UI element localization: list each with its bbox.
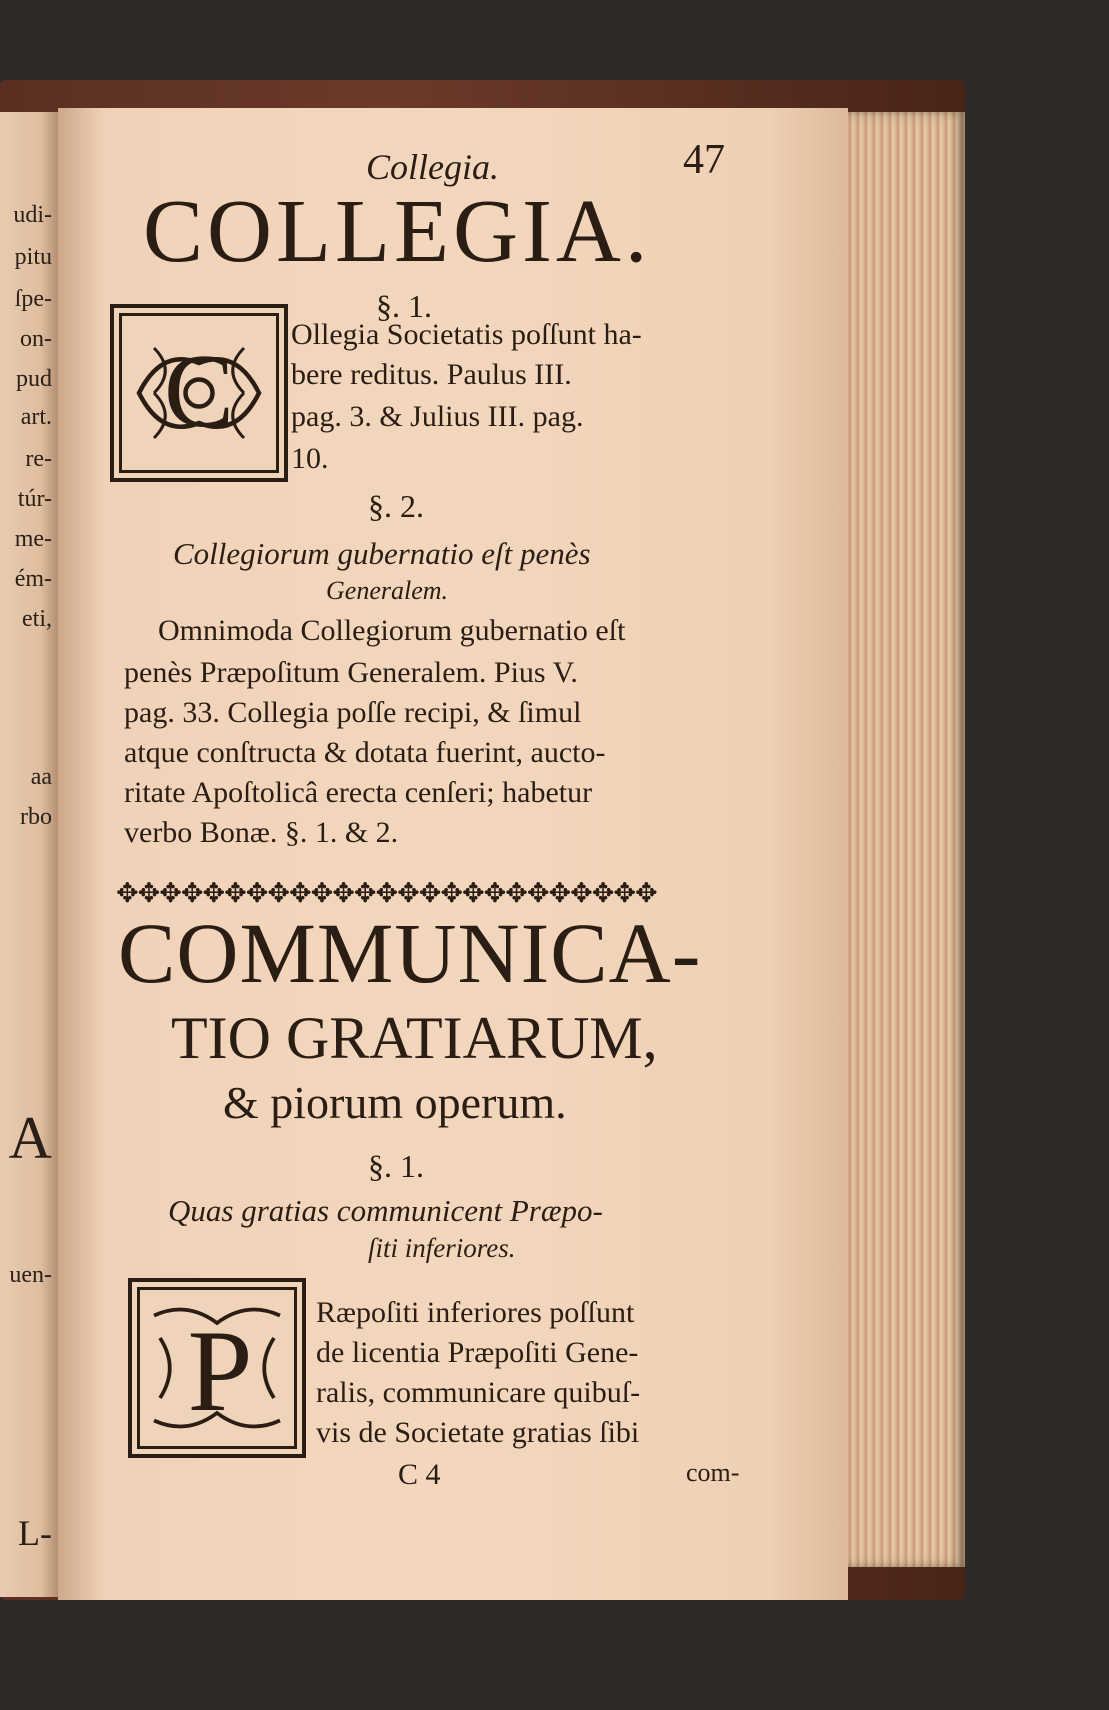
section-subtitle: ſiti inferiores.	[368, 1233, 516, 1263]
foliage-ornament-icon	[142, 1292, 292, 1444]
left-fragment: on-	[20, 326, 52, 352]
text-line: ralis, communicare quibuſ-	[316, 1376, 641, 1409]
left-page-fragment	[0, 112, 58, 1597]
title-line: COMMUNICA-	[118, 905, 702, 1001]
text-line: Ollegia Societatis poſſunt ha-	[291, 318, 642, 351]
left-fragment: túr-	[17, 486, 52, 512]
left-fragment: pud	[16, 366, 52, 392]
title-line: & piorum operum.	[223, 1077, 567, 1128]
left-fragment: rbo	[20, 804, 52, 830]
left-fragment: uen-	[9, 1262, 52, 1288]
section-heading: §. 2.	[368, 488, 424, 524]
page-block-edge	[845, 112, 965, 1567]
ornament-glyphs: ✥✥✥✥✥✥✥✥✥✥✥✥✥✥✥✥✥✥✥✥✥✥✥✥✥	[116, 878, 657, 908]
text-line: penès Præpoſitum Generalem. Pius V.	[124, 656, 578, 689]
text-line: de licentia Præpoſiti Gene-	[316, 1336, 639, 1369]
left-fragment: pitu	[14, 244, 52, 270]
text-line: Omnimoda Collegiorum gubernatio eſt	[158, 614, 626, 647]
running-head: Collegia.	[366, 147, 499, 187]
left-fragment: me-	[14, 526, 52, 552]
text-line: vis de Societate gratias ſibi	[316, 1416, 640, 1449]
section-subtitle: Generalem.	[326, 576, 449, 605]
section-subtitle: Quas gratias communicent Præpo-	[168, 1193, 603, 1228]
section-subtitle: Collegiorum gubernatio eſt penès	[173, 536, 591, 571]
initial-letter: P	[187, 1307, 253, 1436]
page-number: 47	[683, 137, 725, 183]
decorated-initial-c	[110, 304, 288, 482]
left-fragment: ſpe-	[14, 286, 52, 312]
left-fragment: re-	[25, 446, 52, 472]
signature-mark: C 4	[398, 1458, 441, 1491]
text-line: Ræpoſiti inferiores poſſunt	[316, 1296, 635, 1329]
catchword: com-	[686, 1458, 740, 1487]
initial-letter: C	[163, 332, 235, 449]
section-heading: §. 1.	[368, 1148, 424, 1184]
decorated-initial-p	[128, 1278, 306, 1458]
section-heading: §. 1.	[376, 288, 432, 324]
left-fragment: eti,	[22, 606, 52, 632]
right-page	[58, 108, 848, 1600]
title-line: TIO GRATIARUM,	[171, 1005, 658, 1071]
text-line: pag. 3. & Julius III. pag.	[291, 400, 584, 433]
left-fragment: art.	[20, 404, 52, 430]
left-fragment: aa	[30, 764, 52, 790]
left-fragment: A	[8, 1105, 52, 1171]
left-fragment: L-	[18, 1513, 52, 1553]
text-line: 10.	[291, 442, 329, 475]
floral-ornament-icon	[124, 318, 274, 468]
text-line: bere reditus. Paulus III.	[291, 358, 572, 391]
text-line: pag. 33. Collegia poſſe recipi, & ſimul	[124, 696, 582, 729]
text-line: verbo Bonæ. §. 1. & 2.	[124, 816, 399, 849]
left-fragment: udi-	[13, 202, 52, 228]
text-line: atque conſtructa & dotata fuerint, aucto-	[124, 736, 606, 769]
page-title: COLLEGIA.	[143, 182, 652, 281]
left-fragment: ém-	[14, 566, 52, 592]
text-line: ritate Apoſtolicâ erecta cenſeri; habetur	[124, 776, 593, 809]
